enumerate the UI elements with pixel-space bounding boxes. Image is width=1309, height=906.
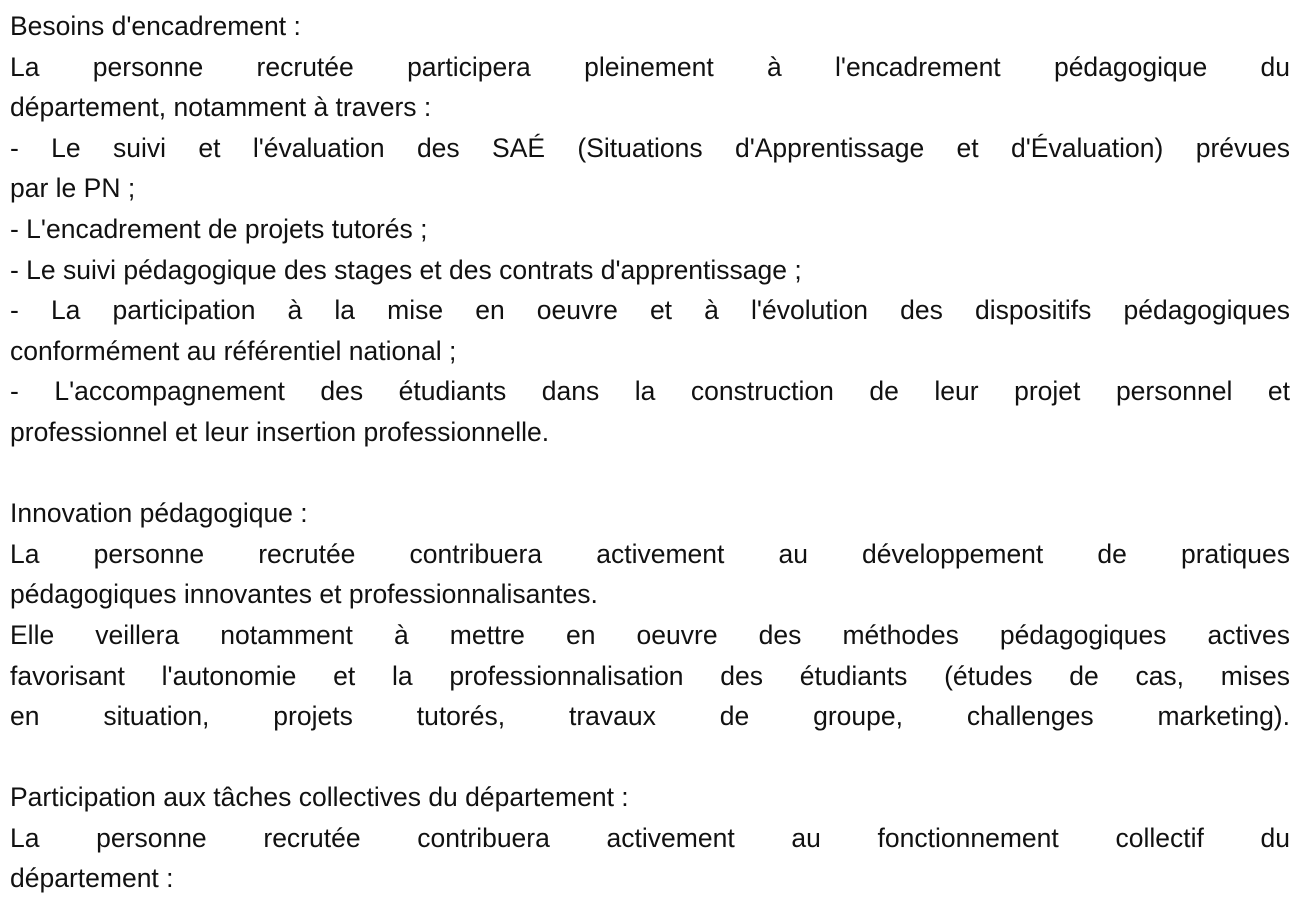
paragraph-line: La personne recrutée participera pleinement à l'encadrement pédagogique du: [10, 51, 1290, 82]
paragraph-line: favorisant l'autonomie et la professionnalisation des étudiants (études de cas, mises: [10, 660, 1290, 691]
list-item-line: - Le suivi et l'évaluation des SAÉ (Situations d'Apprentissage et d'Évaluation) prévues: [10, 132, 1290, 163]
section-spacer: [10, 453, 1290, 494]
list-item-line: conformément au référentiel national ;: [10, 335, 457, 366]
paragraph-line: La personne recrutée contribuera activement au développement de pratiques: [10, 538, 1290, 569]
section-spacer: [10, 737, 1290, 778]
paragraph-line: en situation, projets tutorés, travaux de groupe, challenges marketing).: [10, 701, 1290, 732]
paragraph-line: Elle veillera notamment à mettre en oeuvre des méthodes pédagogiques actives: [10, 619, 1290, 650]
section-heading-encadrement: Besoins d'encadrement :: [10, 11, 301, 41]
list-item-line: - La participation à la mise en oeuvre et à l'évolution des dispositifs pédagogiques: [10, 295, 1290, 326]
list-item-line: par le PN ;: [10, 173, 136, 204]
document-page: [10, 6, 1290, 899]
paragraph-line: département, notamment à travers :: [10, 92, 432, 123]
section-heading-taches-collectives: Participation aux tâches collectives du département :: [10, 782, 629, 813]
section-heading-innovation: Innovation pédagogique :: [10, 498, 308, 529]
list-item-line: - L'encadrement de projets tutorés ;: [10, 213, 428, 244]
paragraph-line: pédagogiques innovantes et professionnalisantes.: [10, 579, 598, 610]
list-item-line: - L'accompagnement des étudiants dans la construction de leur projet personnel et: [10, 376, 1290, 407]
list-item-line: professionnel et leur insertion professionnelle.: [10, 416, 550, 447]
list-item-line: - Le suivi pédagogique des stages et des contrats d'apprentissage ;: [10, 254, 802, 285]
paragraph-line: département :: [10, 863, 174, 894]
paragraph-line: La personne recrutée contribuera activement au fonctionnement collectif du: [10, 822, 1290, 853]
